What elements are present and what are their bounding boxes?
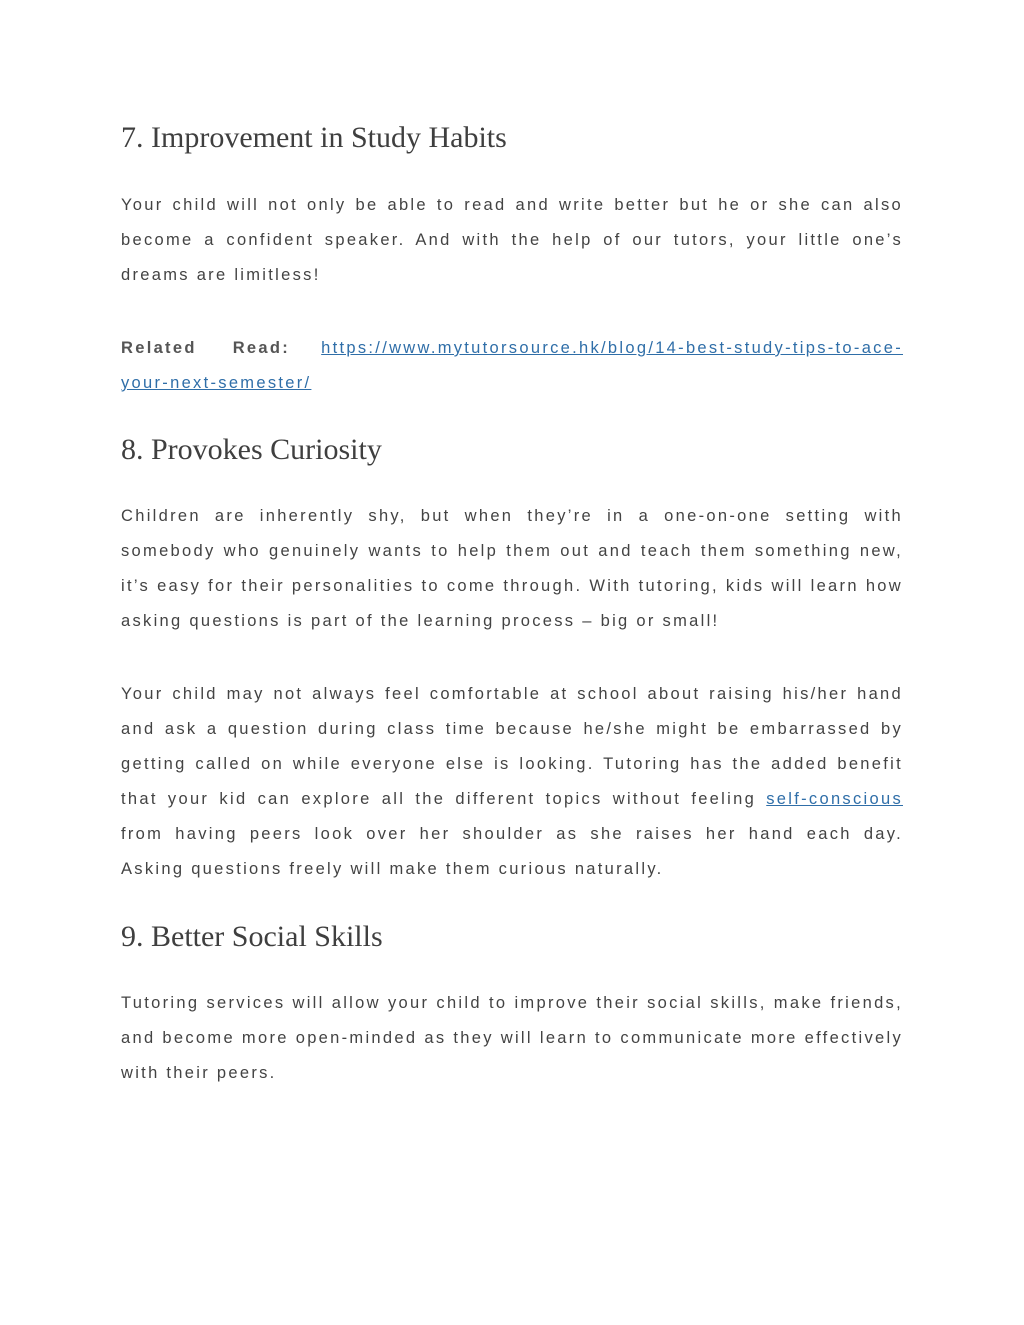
curiosity-paragraph-2 bbox=[121, 677, 903, 887]
read-label: Read: bbox=[232, 339, 291, 357]
curiosity-paragraph-2-text-before: Your child may not always feel comfortable at school about raising his/her hand and ask a question during class time because he/she might be embarrassed by getting called on while everyone else is looking. Tutoring has the added benefit that your kid can explore all the different topics without feeling bbox=[121, 685, 903, 808]
social-skills-paragraph: Tutoring services will allow your child to improve their social skills, make friends, and become more open-minded as they will learn to communicate more effectively with their peers. bbox=[121, 994, 903, 1082]
curiosity-paragraph-2-text-after: from having peers look over her shoulder as she raises her hand each day. Asking questions freely will make them curious naturally. bbox=[121, 825, 903, 878]
related-read bbox=[121, 331, 903, 401]
curiosity-paragraph-1: Children are inherently shy, but when they’re in a one-on-one setting with somebody who genuinely wants to help them out and teach them something new, it’s easy for their personalities to come through. With tutoring, kids will learn how asking questions is part of the learning process – big or small! bbox=[121, 507, 903, 630]
study-habits-paragraph: Your child will not only be able to read and write better but he or she can also become a confident speaker. And with the help of our tutors, your little one’s dreams are limitless! bbox=[121, 196, 903, 284]
related-label: Related bbox=[121, 339, 197, 357]
section-heading-curiosity: 8. Provokes Curiosity bbox=[121, 433, 382, 466]
related-read-link[interactable]: https://www.mytutorsource.hk/blog/14-best-study-tips-to-ace-your-next-semester/ bbox=[121, 339, 903, 392]
section-heading-study-habits: 7. Improvement in Study Habits bbox=[121, 121, 507, 154]
section-heading-social-skills: 9. Better Social Skills bbox=[121, 920, 383, 953]
self-conscious-link[interactable]: self-conscious bbox=[766, 790, 903, 808]
